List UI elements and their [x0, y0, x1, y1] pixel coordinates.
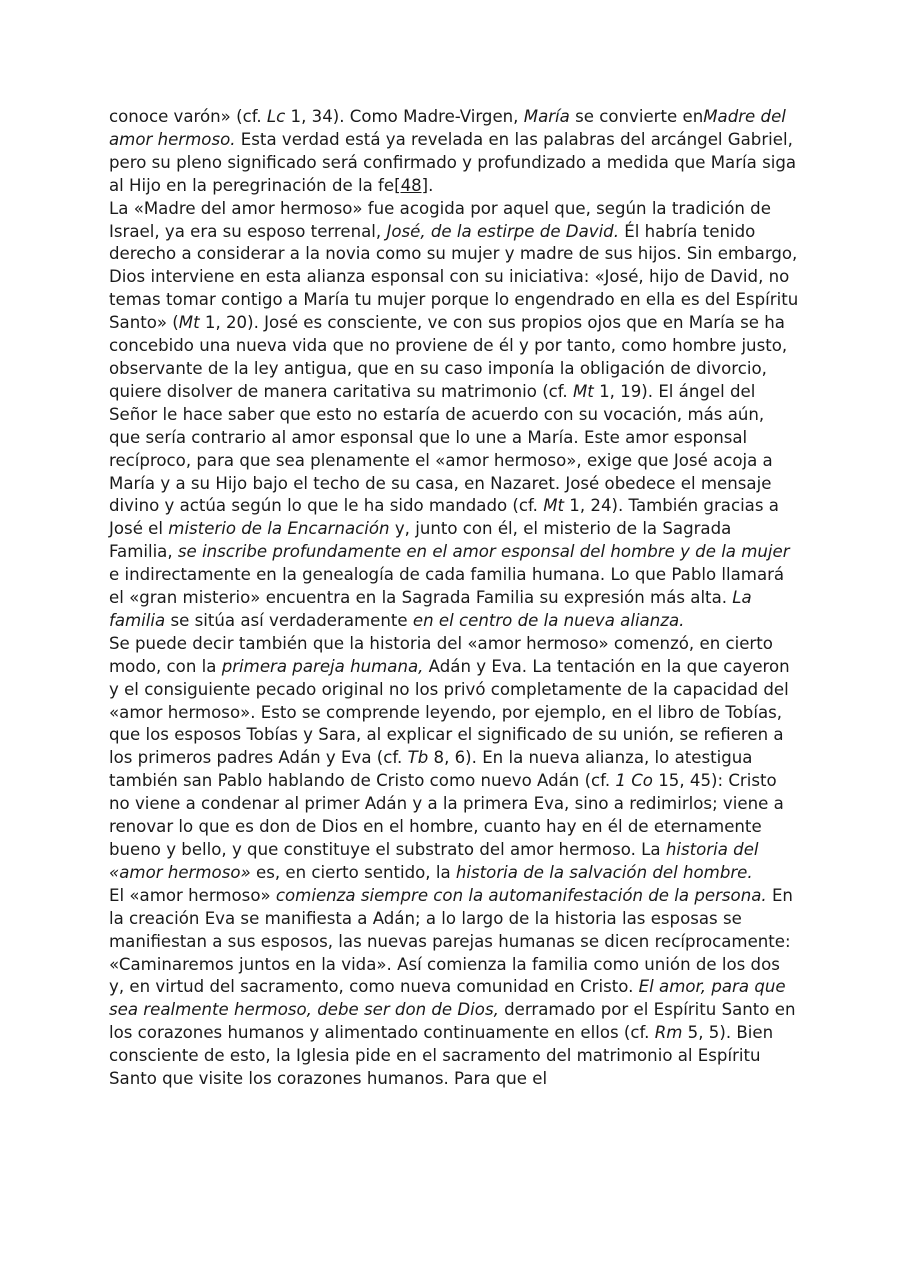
text-run: Se puede decir también que la historia del «amor hermoso» comenzó, en cierto modo, con la — [109, 633, 773, 676]
text-run: 1, 19). El ángel del Señor le hace saber que esto no estaría de acuerdo con su vocación, más aún, que sería contrario al amor esponsal que lo une a María. Este amor esponsal recíproco, para que sea plenamente el «amor hermoso», exige que José acoja a María y a su Hijo bajo el techo de su casa, en Nazaret. José obedece el mensaje divino y actúa según lo que le ha sido mandado (cf. — [109, 381, 773, 516]
text-run: Él habría tenido derecho a considerar a la novia como su mujer y madre de sus hijos. Sin embargo, Dios interviene en esta alianza esponsal con su iniciativa: «José, hijo de David, no temas tomar contigo a María tu mujer porque lo engendrado en ella es del Espíritu Santo» ( — [109, 221, 799, 333]
document-body — [109, 106, 799, 1091]
text-run: se sitúa así verdaderamente — [165, 610, 413, 630]
footnote-link[interactable]: [48] — [394, 175, 429, 195]
text-run: 8, 6). En la nueva alianza, lo atestigua también san Pablo hablando de Cristo como nuevo Adán (cf. — [109, 748, 753, 791]
paragraph — [109, 198, 799, 633]
italic-text: comienza siempre con la automanifestación de la persona. — [275, 885, 767, 905]
text-run: 5, 5). Bien consciente de esto, la Iglesia pide en el sacramento del matrimonio al Espíritu Santo que visite los corazones humanos. Para que el — [109, 1023, 774, 1089]
italic-text: Tb — [407, 748, 429, 768]
italic-text: El amor, para que sea realmente hermoso, debe ser don de Dios, — [109, 977, 786, 1020]
italic-text: La familia — [109, 588, 752, 630]
italic-text: Mt — [178, 313, 200, 333]
italic-text: José, de la estirpe de David. — [386, 221, 619, 241]
paragraph — [109, 106, 799, 198]
text-run: . — [428, 175, 434, 195]
paragraph — [109, 633, 799, 885]
text-run: e indirectamente en la genealogía de cada familia humana. Lo que Pablo llamará el «gran misterio» encuentra en la Sagrada Familia su expresión más alta. — [109, 565, 785, 608]
italic-text: 1 Co — [615, 771, 653, 791]
italic-text: en el centro de la nueva alianza. — [412, 610, 685, 630]
text-run: 1, 24). También gracias a José el — [109, 496, 779, 539]
text-run: El «amor hermoso» — [109, 885, 276, 905]
text-run: y, junto con él, el misterio de la Sagrada Familia, — [109, 519, 732, 562]
italic-text: Lc — [266, 107, 286, 126]
text-run: se convierte en — [569, 107, 704, 126]
italic-text: se inscribe profundamente en el amor esponsal del hombre y de la mujer — [177, 542, 790, 562]
italic-text: María — [523, 107, 570, 126]
text-run: derramado por el Espíritu Santo en los corazones humanos y alimentado continuamente en ellos (cf. — [109, 1000, 796, 1043]
text-run: 15, 45): Cristo no viene a condenar al primer Adán y a la primera Eva, sino a redimirlos; viene a renovar lo que es don de Dios en el hombre, cuanto hay en él de eternamente bueno y bello, y que constituye el substrato del amor hermoso. La — [109, 771, 784, 859]
italic-text: Mt — [543, 496, 565, 516]
italic-text: Madre del amor hermoso. — [109, 107, 786, 149]
italic-text: historia del «amor hermoso» — [109, 840, 759, 882]
italic-text: Mt — [572, 381, 594, 401]
paragraph — [109, 885, 799, 1091]
italic-text: Rm — [654, 1023, 683, 1043]
text-run: En la creación Eva se manifiesta a Adán; a lo largo de la historia las esposas se manifiestan a sus esposos, las nuevas parejas humanas se dicen recíprocamente: «Caminaremos juntos en la vida». Así comienza la familia como unión de los dos y, en virtud del sacramento, como nueva comunidad en Cristo. — [109, 885, 793, 997]
text-run: 1, 20). José es consciente, ve con sus propios ojos que en María se ha concebido una nueva vida que no proviene de él y por tanto, como hombre justo, observante de la ley antigua, que en su caso imponía la obligación de divorcio, quiere disolver de manera caritativa su matrimonio (cf. — [109, 313, 788, 401]
italic-text: primera pareja humana, — [221, 656, 424, 676]
text-run: Adán y Eva. La tentación en la que cayeron y el consiguiente pecado original no los privó completamente de la capacidad del «amor hermoso». Esto se comprende leyendo, por ejemplo, en el libro de Tobías, que los esposos Tobías y Sara, al explicar el significado de su unión, se refieren a los primeros padres Adán y Eva (cf. — [109, 656, 790, 768]
text-run: es, en cierto sentido, la — [250, 862, 456, 882]
text-run: Esta verdad está ya revelada en las palabras del arcángel Gabriel, pero su pleno significado será confirmado y profundizado a medida que María siga al Hijo en la peregrinación de la fe — [109, 129, 797, 195]
italic-text: historia de la salvación del hombre. — [455, 862, 753, 882]
italic-text: misterio de la Encarnación — [168, 519, 390, 539]
text-run: La «Madre del amor hermoso» fue acogida por aquel que, según la tradición de Israel, ya era su esposo terrenal, — [109, 198, 771, 241]
text-run: conoce varón» (cf. — [109, 107, 267, 126]
text-run: 1, 34). Como Madre-Virgen, — [285, 107, 524, 126]
